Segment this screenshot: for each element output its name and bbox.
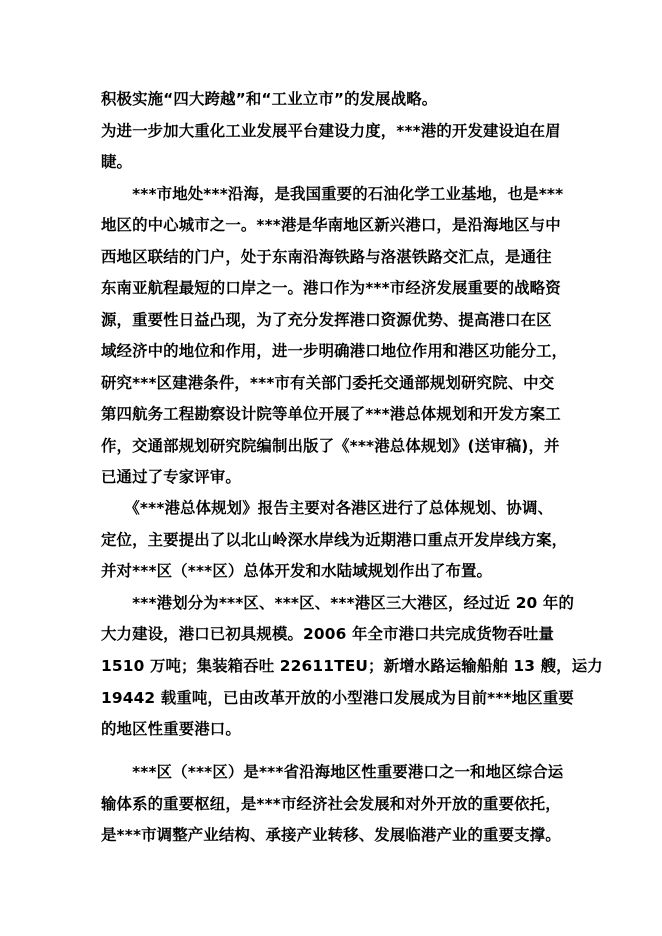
text-line-23: 输体系的重要枢纽，是***市经济社会发展和对外开放的重要依托， xyxy=(101,795,561,813)
text-line-1: 积极实施“四大跨越”和“工业立市”的发展战略。 xyxy=(101,90,438,108)
text-line-2: 为进一步加大重化工业发展平台建设力度，***港的开发建设迫在眉 xyxy=(101,122,561,140)
text-line-20: 19442 载重吨，已由改革开放的小型港口发展成为目前***地区重要 xyxy=(101,689,574,707)
text-line-14: 《***港总体规划》报告主要对各港区进行了总体规划、协调、 xyxy=(101,499,554,517)
text-line-17: ***港划分为***区、***区、***港区三大港区，经过近 20 年的 xyxy=(101,594,575,612)
text-line-6: 西地区联结的门户，处于东南沿海铁路与洛湛铁路交汇点，是通往 xyxy=(101,248,552,266)
text-line-5: 地区的中心城市之一。***港是华南地区新兴港口，是沿海地区与中 xyxy=(101,216,561,234)
text-line-11: 第四航务工程勘察设计院等单位开展了***港总体规划和开发方案工 xyxy=(101,405,561,423)
text-line-22: ***区（***区）是***省沿海地区性重要港口之一和地区综合运 xyxy=(101,763,564,781)
text-line-8: 源，重要性日益凸现，为了充分发挥港口资源优势、提高港口在区 xyxy=(101,311,552,329)
text-line-7: 东南亚航程最短的口岸之一。港口作为***市经济发展重要的战略资 xyxy=(101,279,561,297)
text-line-4: ***市地处***沿海，是我国重要的石油化学工业基地，也是*** xyxy=(101,185,564,203)
text-line-12: 作，交通部规划研究院编制出版了《***港总体规划》(送审稿)，并 xyxy=(101,437,560,455)
text-line-3: 睫。 xyxy=(101,153,133,171)
text-line-24: 是***市调整产业结构、承接产业转移、发展临港产业的重要支撑。 xyxy=(101,826,561,844)
text-line-15: 定位，主要提出了以北山岭深水岸线为近期港口重点开发岸线方案， xyxy=(101,531,568,549)
text-line-18: 大力建设，港口已初具规模。2006 年全市港口共完成货物吞吐量 xyxy=(101,625,554,643)
text-line-16: 并对***区（***区）总体开发和水陆域规划作出了布置。 xyxy=(101,562,493,580)
text-line-21: 的地区性重要港口。 xyxy=(101,720,241,738)
text-line-10: 研究***区建港条件，***市有关部门委托交通部规划研究院、中交 xyxy=(101,374,555,392)
text-line-9: 域经济中的地位和作用，进一步明确港口地位作用和港区功能分工， xyxy=(101,342,568,360)
text-line-19: 1510 万吨；集装箱吞吐 22611TEU；新增水路运输船舶 13 艘，运力 xyxy=(101,657,603,675)
text-line-13: 已通过了专家评审。 xyxy=(101,468,241,486)
